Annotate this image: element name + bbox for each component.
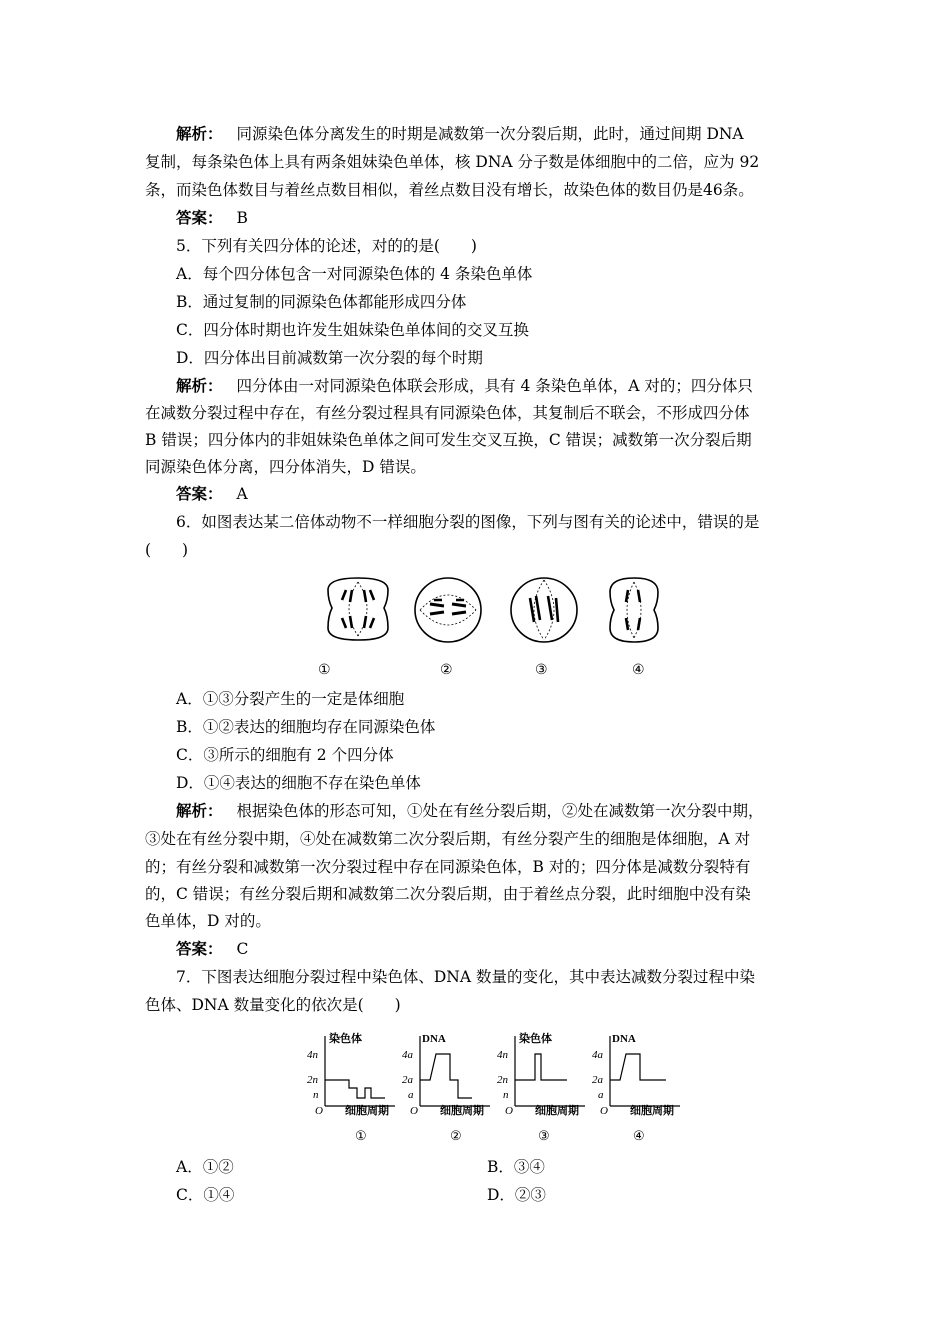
q7-option-b: B．③④ [487, 1158, 545, 1176]
graph-4-tick-a: a [598, 1089, 604, 1101]
answer-label: 答案： [176, 484, 223, 503]
graph-3-tick-4n: 4n [497, 1049, 508, 1061]
graph-label-3: ③ [538, 1128, 550, 1143]
cell-2 [415, 578, 481, 642]
q6-stem-line-2: ( ) [145, 541, 189, 559]
q6-analysis-line-3: 的；有丝分裂和减数第一次分裂过程中存在同源染色体，B 对的；四分体是减数分裂特有 [145, 858, 751, 876]
cell-4 [610, 578, 658, 642]
q7-option-a: A．①② [176, 1158, 234, 1176]
q6-option-a: A．①③分裂产生的一定是体细胞 [176, 690, 405, 708]
q5-option-b: B．通过复制的同源染色体都能形成四分体 [176, 293, 467, 311]
graph-3-ytitle: 染色体 [519, 1033, 552, 1045]
graph-2-tick-a: a [408, 1089, 414, 1101]
graph-1-xtitle: 细胞周期 [345, 1105, 389, 1117]
q7-option-d: D．②③ [487, 1186, 546, 1204]
graph-1-tick-2n: 2n [307, 1074, 318, 1086]
graph-2-origin: O [410, 1105, 418, 1117]
q6-option-b: B．①②表达的细胞均存在同源染色体 [176, 718, 436, 736]
q6-option-d: D．①④表达的细胞不存在染色单体 [176, 774, 421, 792]
q4-analysis-line-3: 条，而染色体数目与着丝点数目相似，着丝点数目没有增长，故染色体的数目仍是46条。 [145, 181, 754, 199]
fig6-label-1: ① [318, 662, 331, 678]
q7-graphs-svg [305, 1028, 685, 1148]
graph-1 [307, 1031, 395, 1117]
graph-1-origin: O [315, 1105, 323, 1117]
graph-4-xtitle: 细胞周期 [630, 1105, 674, 1117]
q5-stem: 5．下列有关四分体的论述，对的的是( ) [176, 237, 477, 255]
q4-answer: 答案： B [176, 208, 248, 227]
q6-answer: 答案： C [176, 939, 249, 958]
q5-analysis-line-3: B 错误；四分体内的非姐妹染色单体之间可发生交叉互换，C 错误；减数第一次分裂后期 [145, 431, 752, 449]
graph-3-xtitle: 细胞周期 [535, 1105, 579, 1117]
q5-option-a: A．每个四分体包含一对同源染色体的 4 条染色单体 [176, 265, 533, 283]
graph-1-tick-4n: 4n [307, 1049, 318, 1061]
graph-2-xtitle: 细胞周期 [440, 1105, 484, 1117]
graph-3-tick-n: n [503, 1089, 509, 1101]
analysis-label: 解析： [176, 124, 223, 143]
graph-4-origin: O [600, 1105, 608, 1117]
q6-analysis-line-4: 的，C 错误；有丝分裂后期和减数第二次分裂后期，由于着丝点分裂，此时细胞中没有染 [145, 885, 751, 903]
graph-3-origin: O [505, 1105, 513, 1117]
graph-4-tick-2a: 2a [592, 1074, 603, 1086]
answer-label: 答案： [176, 208, 223, 227]
cell-3 [511, 578, 577, 642]
graph-label-2: ② [450, 1128, 462, 1143]
q5-analysis-line-1: 解析： 四分体由一对同源染色体联会形成，具有 4 条染色单体，A 对的；四分体只 [176, 376, 753, 395]
q6-analysis-line-2: ③处在有丝分裂中期，④处在减数第二次分裂后期，有丝分裂产生的细胞是体细胞，A 对 [145, 830, 751, 848]
fig6-label-2: ② [440, 662, 453, 678]
cell-1 [328, 578, 388, 640]
q7-stem-line-1: 7．下图表达细胞分裂过程中染色体、DNA 数量的变化，其中表达减数分裂过程中染 [176, 968, 755, 986]
fig6-label-4: ④ [632, 662, 645, 678]
fig6-label-3: ③ [535, 662, 548, 678]
q4-analysis-line-1: 解析： 同源染色体分离发生的时期是减数第一次分裂后期，此时，通过间期 DNA [176, 124, 744, 143]
q5-option-d: D．四分体出目前减数第一次分裂的每个时期 [176, 349, 483, 367]
graph-3 [497, 1031, 585, 1117]
graph-2-tick-4a: 4a [402, 1049, 413, 1061]
graph-4 [592, 1033, 680, 1117]
graph-2 [402, 1033, 490, 1117]
q6-stem-line-1: 6．如图表达某二倍体动物不一样细胞分裂的图像，下列与图有关的论述中，错误的是 [176, 513, 760, 531]
analysis-label: 解析： [176, 376, 223, 395]
q5-answer: 答案： A [176, 484, 248, 503]
q7-option-c: C．①④ [176, 1186, 235, 1204]
q7-stem-line-2: 色体、DNA 数量变化的依次是( ) [145, 996, 401, 1014]
graph-4-ytitle: DNA [612, 1033, 636, 1045]
graph-2-tick-2a: 2a [402, 1074, 413, 1086]
q5-analysis-line-4: 同源染色体分离，四分体消失，D 错误。 [145, 458, 426, 476]
graph-3-tick-2n: 2n [497, 1074, 508, 1086]
q4-analysis-line-2: 复制，每条染色体上具有两条姐妹染色单体，核 DNA 分子数是体细胞中的二倍，应为 92 [145, 153, 760, 171]
graph-label-4: ④ [633, 1128, 645, 1143]
graph-1-ytitle: 染色体 [329, 1033, 362, 1045]
q5-option-c: C．四分体时期也许发生姐妹染色单体间的交叉互换 [176, 321, 529, 339]
analysis-label: 解析： [176, 801, 223, 820]
cell-division-svg [318, 570, 668, 680]
q6-analysis-line-1: 解析： 根据染色体的形态可知，①处在有丝分裂后期，②处在减数第一次分裂中期， [176, 801, 764, 820]
graph-1-tick-n: n [313, 1089, 319, 1101]
q5-analysis-line-2: 在减数分裂过程中存在，有丝分裂过程具有同源染色体，其复制后不联会，不形成四分体 [145, 404, 750, 422]
q6-option-c: C．③所示的细胞有 2 个四分体 [176, 746, 394, 764]
graph-2-ytitle: DNA [422, 1033, 446, 1045]
graph-label-1: ① [355, 1128, 367, 1143]
graph-4-tick-4a: 4a [592, 1049, 603, 1061]
q6-analysis-line-5: 色单体，D 对的。 [145, 912, 271, 930]
answer-label: 答案： [176, 939, 223, 958]
q7-graphs [305, 1028, 685, 1148]
cell-division-figure [318, 570, 668, 680]
